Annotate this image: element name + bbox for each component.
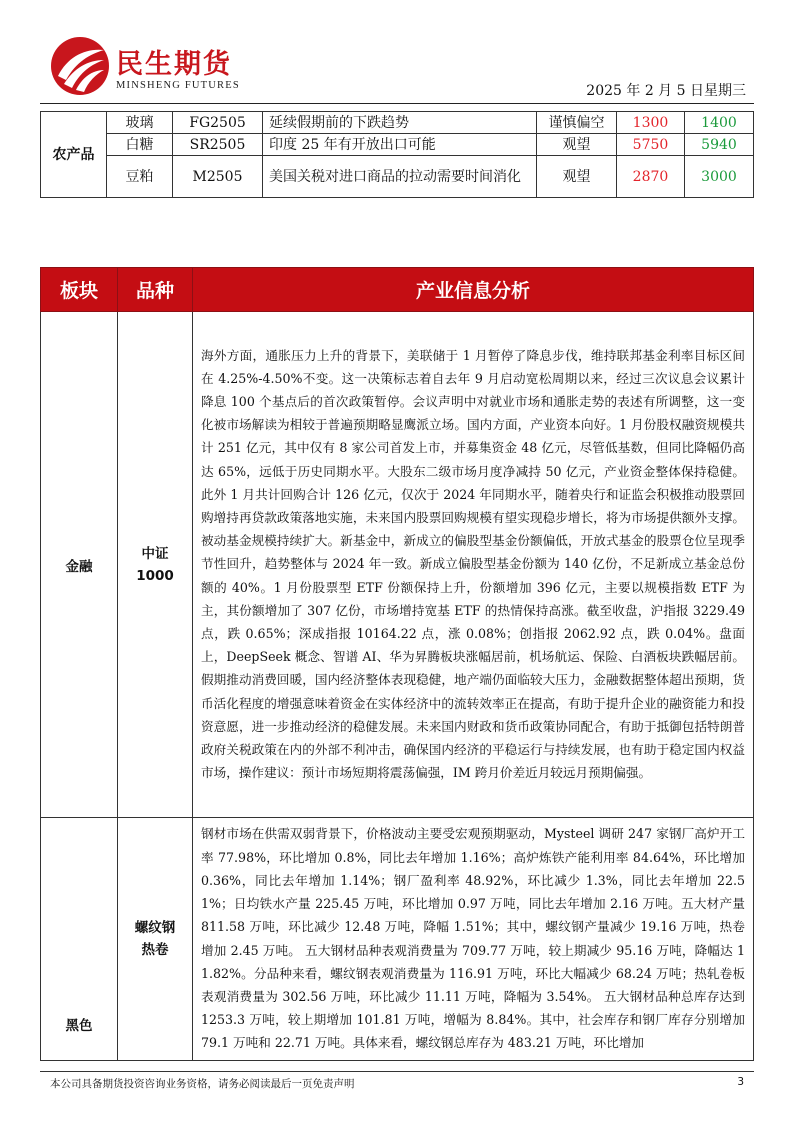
brand-name-en: MINSHENG FUTURES	[116, 80, 240, 91]
view-cell: 观望	[537, 156, 617, 198]
table-row	[41, 134, 754, 156]
variety-name-2: 热卷	[141, 942, 169, 958]
support-price-cell: 2870	[617, 156, 685, 198]
view-cell: 观望	[537, 134, 617, 156]
contract-cell: SR2505	[173, 134, 263, 156]
footer-divider	[40, 1071, 754, 1072]
header-sector: 板块	[41, 268, 118, 312]
sector-cell: 黑色	[41, 818, 118, 1061]
minsheng-logo-icon	[50, 36, 110, 96]
variety-code: 1000	[136, 567, 174, 584]
logic-cell: 延续假期前的下跌趋势	[263, 112, 537, 134]
contract-cell: FG2505	[173, 112, 263, 134]
variety-name: 螺纹钢	[134, 920, 176, 936]
sector-cell: 金融	[41, 312, 118, 818]
contract-cell: M2505	[173, 156, 263, 198]
footer-disclaimer: 本公司具备期货投资咨询业务资格，请务必阅读最后一页免责声明	[50, 1078, 355, 1090]
variety-cell: 豆粕	[107, 156, 173, 198]
industry-analysis-table	[40, 267, 754, 1061]
logic-cell: 印度 25 年有开放出口可能	[263, 134, 537, 156]
variety-cell: 白糖	[107, 134, 173, 156]
table-row	[41, 112, 754, 134]
page-number: 3	[737, 1076, 744, 1088]
header-analysis: 产业信息分析	[193, 268, 754, 312]
table-row	[41, 312, 754, 818]
variety-cell	[118, 818, 193, 1061]
support-price-cell: 1300	[617, 112, 685, 134]
table-header-row	[41, 268, 754, 312]
view-cell: 谨慎偏空	[537, 112, 617, 134]
report-date: 2025 年 2 月 5 日星期三	[586, 83, 746, 99]
sector-cell: 农产品	[41, 112, 107, 198]
analysis-text: 海外方面，通胀压力上升的背景下，美联储于 1 月暂停了降息步伐，维持联邦基金利率目标区间在 4.25%-4.50%不变。这一决策标志着自去年 9 月启动宽松周期以来，经过三次议息会议累计降息 100 个基点后的首次政策暂停。会议声明中对就业市场和通胀走势的表述有所调整，这一变化被市场解读为相较于普遍预期略显鹰派立场。国内方面，产业资本向好。1 月份股权融资规模共计 251 亿元，其中仅有 8 家公司首发上市，并募集资金 48 亿元，尽管低基数，但同比降幅仍高达 65%，远低于历史同期水平。大股东二级市场月度净减持 50 亿元，产业资金整体保持稳健。此外 1 月共计回购合计 126 亿元，仅次于 2024 年同期水平，随着央行和证监会积极推动股票回购增持再贷款政策落地实施，未来国内股票回购规模有望实现稳步增长，将为市场提供额外支撑。被动基金规模持续扩大。新基金中，新成立的偏股型基金份额偏低，开放式基金的股票仓位呈现季节性回升，趋势整体与 2024 年一致。新成立偏股型基金份额为 140 亿份，不足新成立基金总份额的 40%。1 月份股票型 ETF 份额保持上升，份额增加 396 亿元，主要以规模指数 ETF 为主，其份额增加了 307 亿份，市场增持宽基 ETF 的热情保持高涨。截至收盘，沪指报 3229.49 点，跌 0.65%；深成指报 10164.22 点，涨 0.08%；创指报 2062.92 点，跌 0.04%。盘面上，DeepSeek 概念、智谱 AI、华为昇腾板块涨幅居前，机场航运、保险、白酒板块跌幅居前。假期推动消费回暖，国内经济整体表现稳健，地产端仍面临较大压力，金融数据整体超出预期，货币活化程度的增强意味着资金在实体经济中的流转效率正在提高，有助于提升企业的融资能力和投资意愿，进一步推动经济的稳健发展。未来国内财政和货币政策协同配合，有助于抵御包括特朗普政府关税政策在内的外部不利冲击，确保国内经济的平稳运行与持续发展，也有助于稳定国内权益市场，操作建议：预计市场短期将震荡偏强，IM 跨月价差近月较远月预期偏强。	[193, 312, 754, 818]
resistance-price-cell: 3000	[685, 156, 754, 198]
brand-name-cn: 民生期货	[116, 49, 232, 80]
logic-cell: 美国关税对进口商品的拉动需要时间消化	[263, 156, 537, 198]
table-row	[41, 156, 754, 198]
variety-cell: 玻璃	[107, 112, 173, 134]
variety-cell	[118, 312, 193, 818]
table-row	[41, 818, 754, 1061]
header-variety: 品种	[118, 268, 193, 312]
commodity-view-table	[40, 111, 754, 198]
variety-name: 中证	[141, 545, 169, 562]
header-divider	[40, 103, 754, 104]
resistance-price-cell: 1400	[685, 112, 754, 134]
resistance-price-cell: 5940	[685, 134, 754, 156]
support-price-cell: 5750	[617, 134, 685, 156]
analysis-text: 钢材市场在供需双弱背景下，价格波动主要受宏观预期驱动，Mysteel 调研 247 家钢厂高炉开工率 77.98%，环比增加 0.8%，同比去年增加 1.16%；高炉炼铁产能利用率 84.64%，环比增加 0.36%，同比去年增加 1.14%；钢厂盈利率 48.92%，环比减少 1.3%，同比去年增加 22.51%；日均铁水产量 225.45 万吨，环比增加 0.97 万吨，同比去年增加 2.16 万吨。五大材产量 811.58 万吨，环比减少 12.48 万吨，降幅 1.51%；其中，螺纹钢产量减少 19.16 万吨，热卷增加 2.45 万吨。 五大钢材品种表观消费量为 709.77 万吨，较上期减少 95.16 万吨，降幅达 11.82%。分品种来看，螺纹钢表观消费量为 116.91 万吨，环比大幅减少 68.24 万吨；热轧卷板表观消费量为 302.56 万吨，环比减少 11.11 万吨，降幅为 3.54%。 五大钢材品种总库存达到 1253.3 万吨，较上期增加 101.81 万吨，增幅为 8.84%。其中，社会库存和钢厂库存分别增加 79.1 万吨和 22.71 万吨。具体来看，螺纹钢总库存为 483.21 万吨，环比增加	[193, 818, 754, 1061]
